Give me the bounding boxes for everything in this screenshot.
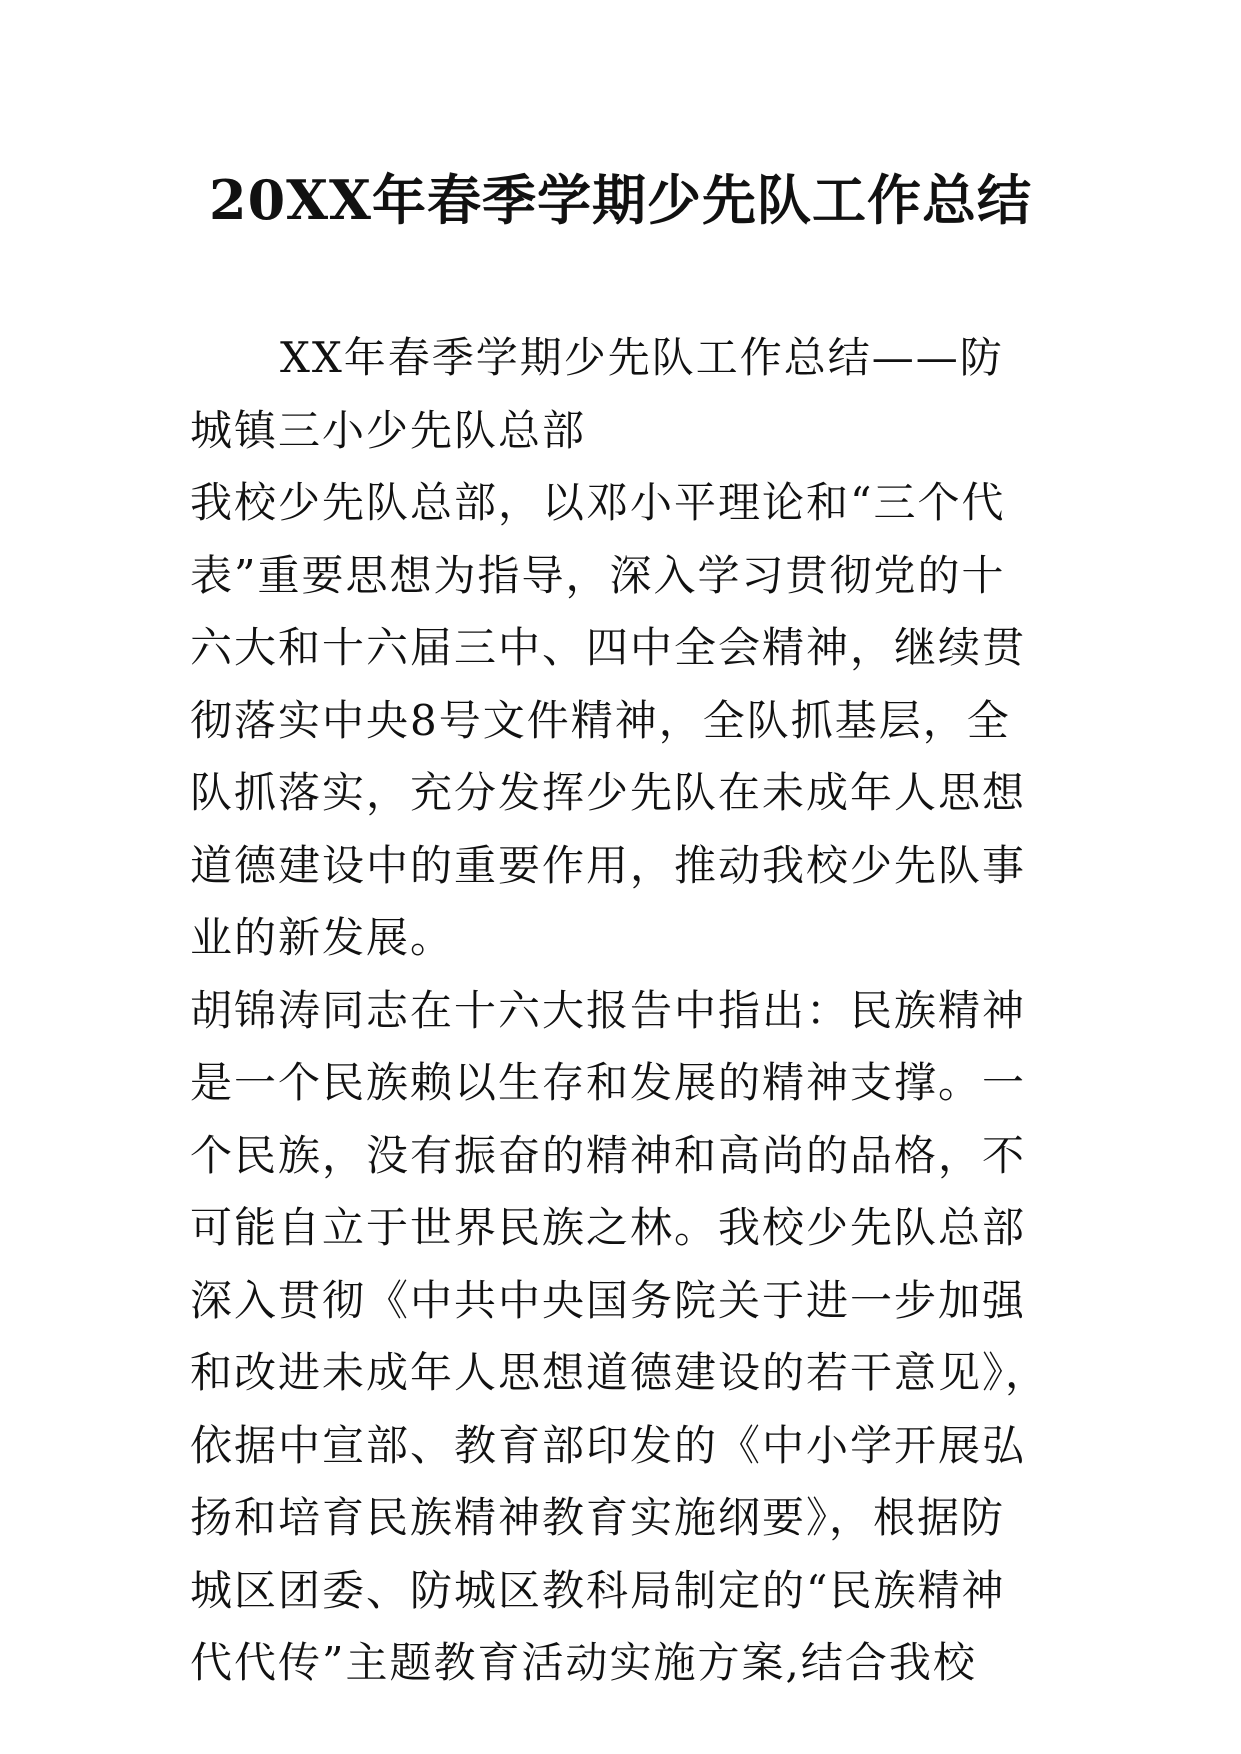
body-line: 彻落实中央8号文件精神，全队抓基层，全 <box>190 695 1011 745</box>
body-line: 胡锦涛同志在十六大报告中指出：民族精神 <box>190 985 1027 1035</box>
body-line: 和改进未成年人思想道德建设的若干意见》， <box>190 1348 1050 1397</box>
body-line: 是一个民族赖以生存和发展的精神支撑。一 <box>190 1058 1027 1107</box>
body-line: 扬和培育民族精神教育实施纲要》，根据防 <box>190 1493 1006 1542</box>
body-line: 可能自立于世界民族之林。我校少先队总部 <box>190 1203 1027 1252</box>
body-line: 城区团委、防城区教科局制定的“民族精神 <box>190 1565 1006 1615</box>
body-line: 依据中宣部、教育部印发的《中小学开展弘 <box>190 1420 1027 1470</box>
body-line: 道德建设中的重要作用，推动我校少先队事 <box>190 840 1027 890</box>
body-line: 表”重要思想为指导，深入学习贯彻党的十 <box>190 550 1006 600</box>
body-line: XX年春季学期少先队工作总结——防 <box>280 333 1004 382</box>
body-line: 代代传”主题教育活动实施方案,结合我校 <box>190 1638 977 1687</box>
body-line: 个民族，没有振奋的精神和高尚的品格，不 <box>190 1130 1027 1180</box>
body-line: 队抓落实，充分发挥少先队在未成年人思想 <box>190 768 1027 817</box>
body-line: 六大和十六届三中、四中全会精神，继续贯 <box>190 623 1027 672</box>
document-title: 20XX年春季学期少先队工作总结 <box>209 168 1032 232</box>
body-line: 业的新发展。 <box>190 913 455 962</box>
body-line: 我校少先队总部，以邓小平理论和“三个代 <box>190 478 1006 527</box>
document-body <box>190 322 1070 1700</box>
body-line: 城镇三小少先队总部 <box>190 405 587 455</box>
body-line: 深入贯彻《中共中央国务院关于进一步加强 <box>190 1275 1027 1325</box>
